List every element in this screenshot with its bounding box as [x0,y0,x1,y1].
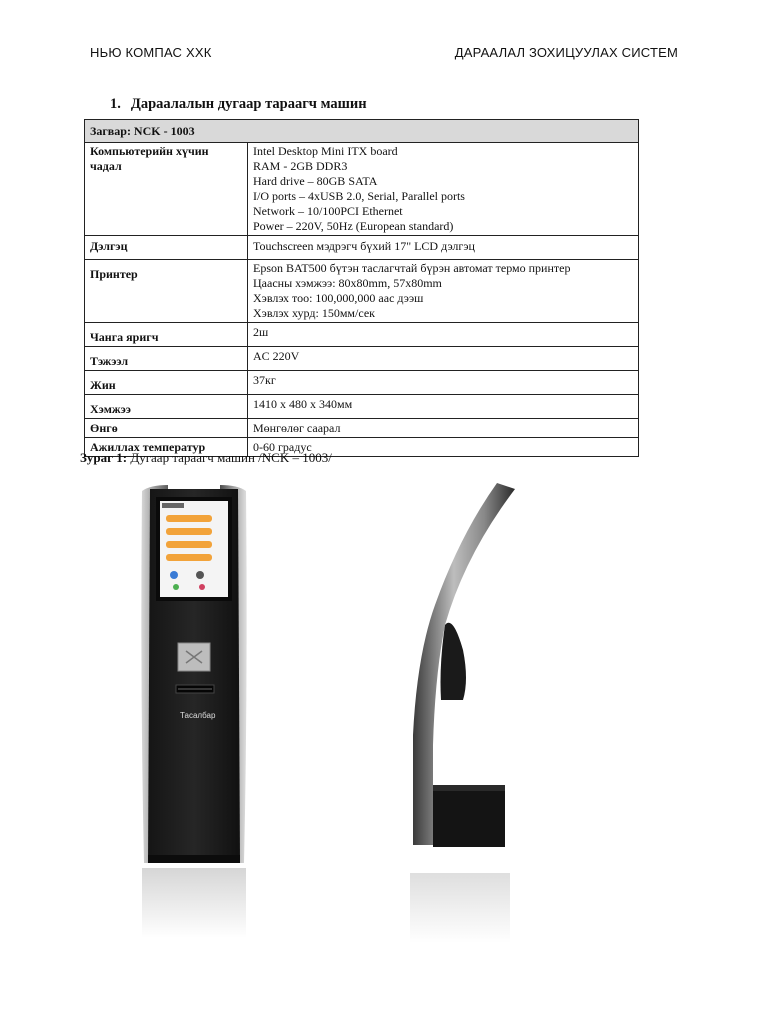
value-line: Хэвлэх хурд: 150мм/сек [253,306,375,320]
value-line: I/O ports – 4xUSB 2.0, Serial, Parallel ports [253,189,465,203]
header-system-title: ДАРААЛАЛ ЗОХИЦУУЛАХ СИСТЕМ [454,45,678,60]
kiosk-brand-label: Тасалбар [180,711,216,720]
spec-table-header-row [85,120,639,143]
value-line: Epson BAT500 бүтэн таслагчтай бүрэн автомат термо принтер [253,261,571,275]
table-row [85,236,639,260]
row-value: 37кг [248,371,639,395]
value-line: Intel Desktop Mini ITX board [253,144,398,158]
model-cell: Загвар: NCK - 1003 [85,120,639,143]
table-row [85,143,639,236]
kiosk-side-image [405,475,525,875]
row-value: 2ш [248,323,639,347]
value-line: Hard drive – 80GB SATA [253,174,378,188]
row-value [248,143,639,236]
table-row [85,260,639,323]
table-row [85,323,639,347]
kiosk-front-image [138,483,250,873]
table-row [85,347,639,371]
value-line: Цаасны хэмжээ: 80x80mm, 57x80mm [253,276,442,290]
row-value: 0-60 градус [248,438,639,457]
value-line: Network – 10/100PCI Ethernet [253,204,403,218]
row-label: Принтер [85,260,248,323]
figure-caption [80,450,332,466]
value-line: RAM - 2GB DDR3 [253,159,348,173]
table-row [85,371,639,395]
section-number: 1. [110,96,121,112]
caption-prefix: Зураг 1: [80,450,128,465]
row-value [248,260,639,323]
row-value: Touchscreen мэдрэгч бүхий 17" LCD дэлгэц [248,236,639,260]
header-company: НЬЮ КОМПАС ХХК [90,45,212,60]
row-label: Тэжээл [85,347,248,371]
row-value: 1410 x 480 x 340мм [248,395,639,419]
row-label: Дэлгэц [85,236,248,260]
row-label: Жин [85,371,248,395]
table-row [85,395,639,419]
kiosk-side-reflection [410,873,510,943]
caption-text: Дугаар тараагч машин /NCK – 1003/ [127,450,332,465]
section-title-text: Дараалалын дугаар тараагч машин [130,96,367,112]
row-value: AC 220V [248,347,639,371]
spec-table [84,119,639,457]
row-label: Ажиллах температур [85,438,248,457]
row-label: Хэмжээ [85,395,248,419]
section-heading [110,96,367,113]
row-label: Өнгө [85,419,248,438]
row-label: Чанга яригч [85,323,248,347]
row-label: Компьютерийн хүчин чадал [85,143,248,236]
value-line: Хэвлэх тоо: 100,000,000 аас дээш [253,291,424,305]
table-row [85,419,639,438]
row-value: Мөнгөлөг саарал [248,419,639,438]
kiosk-front-reflection [142,868,246,938]
value-line: Power – 220V, 50Hz (European standard) [253,219,454,233]
